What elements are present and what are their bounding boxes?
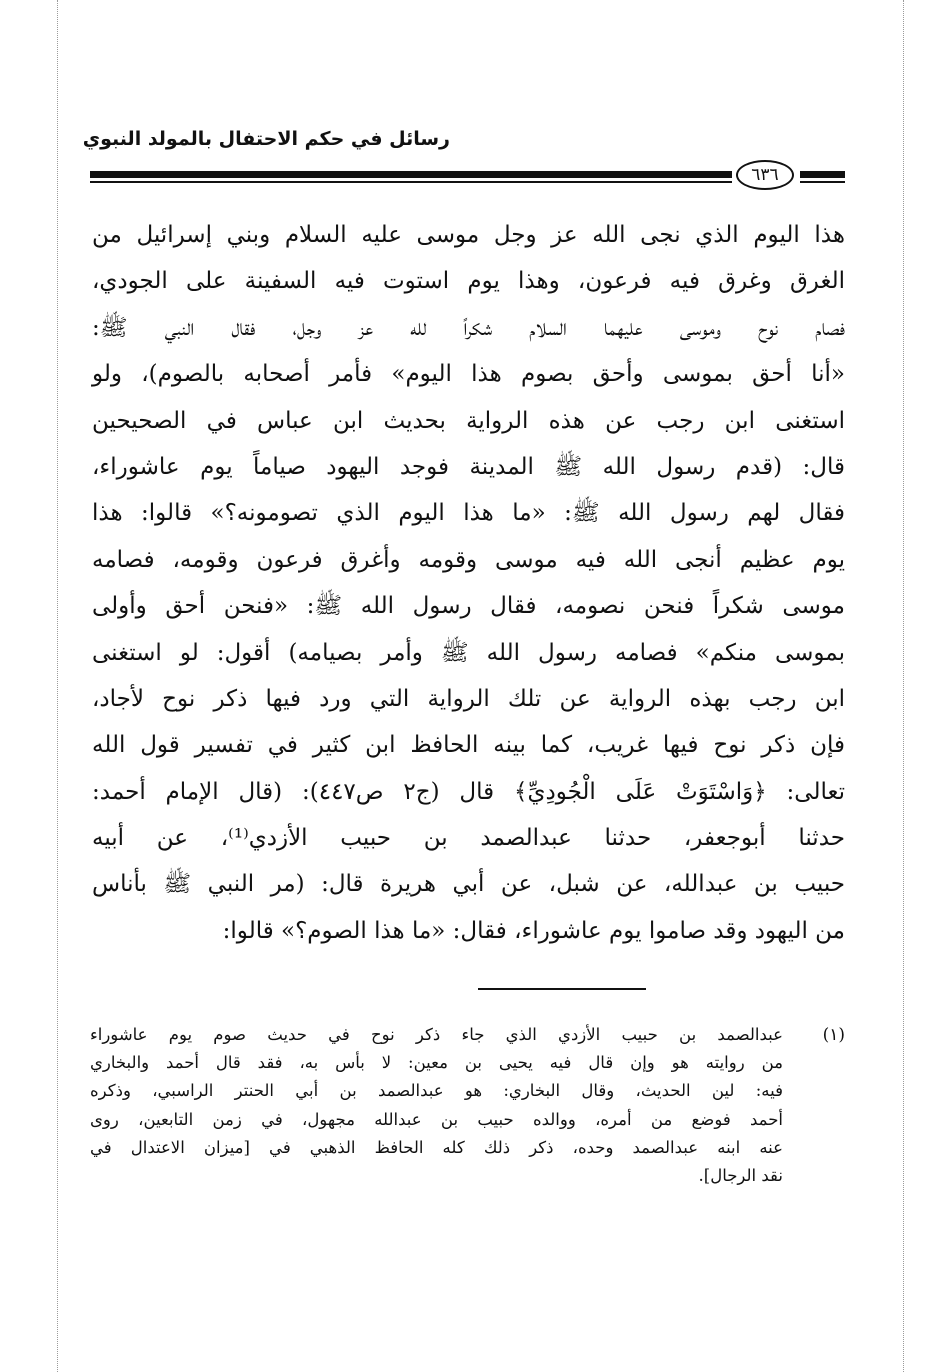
body-line: الغرق وغرق فيه فرعون، وهذا يوم استوت فيه السفينة على الجودي، — [92, 268, 845, 295]
body-line: من اليهود وقد صاموا يوم عاشوراء، فقال: «ما هذا الصوم؟» قالوا: — [222, 917, 845, 944]
body-line: استغنى ابن رجب عن هذه الرواية بحديث ابن عباس في الصحيحين — [92, 407, 845, 434]
footnote-line: أحمد فوضع من أمره، ووالده حبيب بن عبدالله مجهول، في زمن التابعين، روى — [90, 1109, 783, 1129]
header-rule-left — [90, 171, 732, 178]
body-line: هذا اليوم الذي نجى الله عز وجل موسى عليه السلام وبني إسرائيل من — [92, 222, 845, 248]
body-line: فقال لهم رسول الله ﷺ: «ما هذا اليوم الذي تصومونه؟» قالوا: هذا — [92, 500, 845, 527]
body-line: حبيب بن عبدالله، عن شبل، عن أبي هريرة قال: (مر النبي ﷺ بأناس — [92, 871, 845, 898]
footnote — [90, 1021, 845, 1190]
footnote-line: عنه ابنه عبدالصمد وحده، ذكر ذلك كله الحافظ الذهبي في [ميزان الاعتدال في — [90, 1137, 783, 1157]
scan-guide-line — [57, 0, 58, 1372]
scan-guide-line — [903, 0, 904, 1372]
page-number: ٦٣٦ — [736, 160, 794, 190]
footnote-text — [90, 1021, 783, 1190]
body-line: ابن رجب بهذه الرواية عن تلك الرواية التي ورد فيها ذكر نوح لأجاد، — [92, 685, 845, 712]
body-text — [92, 212, 845, 954]
body-line: قال: (قدم رسول الله ﷺ المدينة فوجد اليهود صياماً يوم عاشوراء، — [92, 453, 845, 480]
footnote-line: عبدالصمد بن حبيب الأزدي الذي جاء ذكر نوح في حديث صوم يوم عاشوراء — [90, 1025, 783, 1044]
footnote-marker: (١) — [822, 1025, 845, 1045]
body-line: يوم عظيم أنجى الله فيه موسى وقومه وأغرق فرعون وقومه، فصامه — [92, 546, 845, 573]
header-rule-left-thin — [90, 181, 732, 183]
footnote-line: نقد الرجال]. — [698, 1165, 783, 1185]
footnote-line: من روايته هو وإن قال فيه يحيى بن معين: لا بأس به، فقد قال أحمد والبخاري — [90, 1053, 783, 1073]
body-line: فصام نوح وموسى عليهما السلام شكراً لله عز وجل، فقال النبي ﷺ: — [92, 314, 845, 341]
body-line: موسى شكراً فنحن نصومه، فقال رسول الله ﷺ: «فنحن أحق وأولى — [92, 593, 845, 620]
running-title: رسائل في حكم الاحتفال بالمولد النبوي — [82, 128, 450, 150]
body-line: تعالى: ﴿وَاسْتَوَتْ عَلَى الْجُودِيِّ﴾ قال (ج٢ ص٤٤٧): (قال الإمام أحمد: — [92, 778, 845, 805]
footnote-separator — [478, 988, 646, 990]
footnote-line: فيه: لين الحديث، وقال البخاري: هو عبدالصمد بن أبي الحنتر الراسبي، وذكره — [90, 1081, 783, 1101]
body-line: فإن ذكر نوح فيها غريب، كما بينه الحافظ ابن كثير في تفسير قول الله — [92, 732, 845, 759]
body-line: «أنا أحق بموسى وأحق بصوم هذا اليوم» فأمر أصحابه بالصوم)، ولو — [92, 361, 845, 388]
header-rule-right — [800, 171, 845, 178]
body-line: حدثنا أبوجعفر، حدثنا عبدالصمد بن حبيب الأزدي⁽¹⁾، عن أبيه — [92, 825, 845, 852]
header-rule-right-thin — [800, 181, 845, 183]
body-line: بموسى منكم» فصامه رسول الله ﷺ وأمر بصيامه) أقول: لو استغنى — [92, 639, 845, 666]
